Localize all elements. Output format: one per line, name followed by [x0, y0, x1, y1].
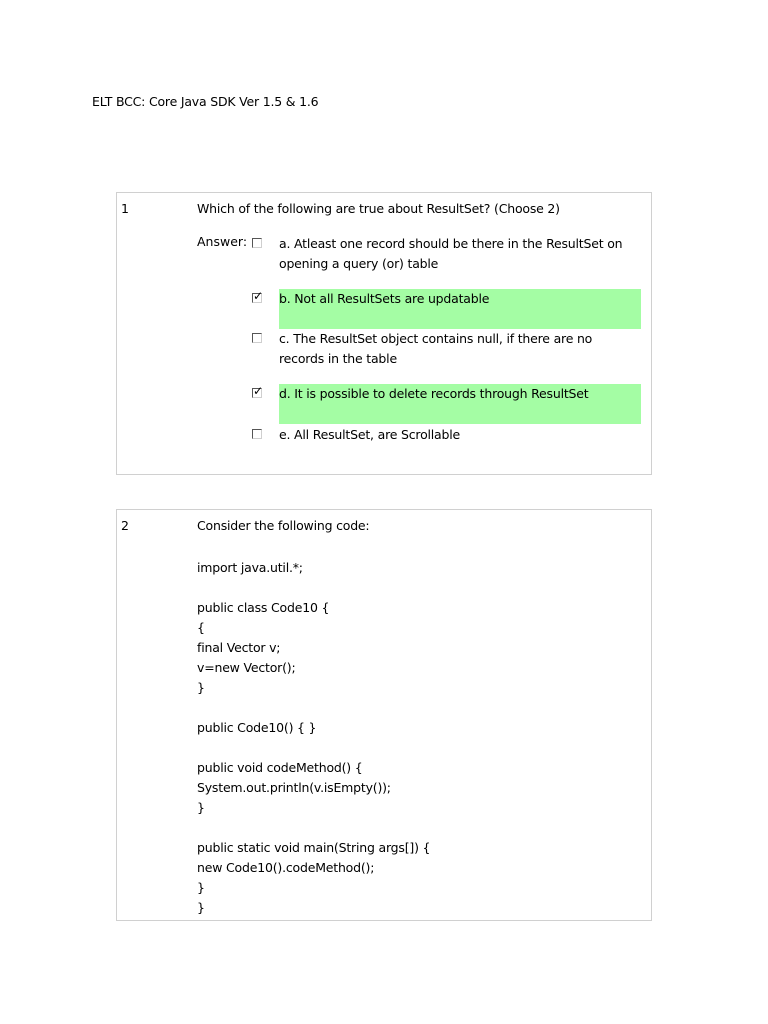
- code-line: v=new Vector();: [197, 660, 296, 675]
- code-line: System.out.println(v.isEmpty());: [197, 780, 391, 795]
- option-b-checkbox[interactable]: [252, 289, 264, 303]
- option-a-text: a. Atleast one record should be there in the ResultSet on opening a query (or) table: [279, 236, 623, 271]
- code-line: [197, 578, 430, 598]
- question-2-box: [116, 509, 652, 921]
- question-1-box: [116, 192, 652, 475]
- code-line: }: [197, 900, 205, 915]
- question-text: Consider the following code:: [197, 518, 370, 533]
- checkmark-icon: ✓: [253, 384, 264, 398]
- answer-label: Answer:: [197, 234, 248, 249]
- code-line: import java.util.*;: [197, 560, 303, 575]
- code-block: [197, 558, 430, 918]
- option-b-text: b. Not all ResultSets are updatable: [279, 291, 490, 306]
- option-d-checkbox[interactable]: [252, 384, 264, 398]
- code-line: final Vector v;: [197, 640, 281, 655]
- question-number: 2: [121, 518, 129, 533]
- option-d-text: d. It is possible to delete records through ResultSet: [279, 386, 589, 401]
- code-line: [197, 738, 430, 758]
- code-line: [197, 698, 430, 718]
- question-text: Which of the following are true about ResultSet? (Choose 2): [197, 201, 560, 216]
- checkmark-icon: ✓: [253, 289, 264, 303]
- option-c-checkbox[interactable]: [252, 333, 262, 343]
- code-line: public class Code10 {: [197, 600, 330, 615]
- option-c-text: c. The ResultSet object contains null, if there are no records in the table: [279, 331, 593, 366]
- option-e-text: e. All ResultSet, are Scrollable: [279, 427, 461, 442]
- code-line: new Code10().codeMethod();: [197, 860, 375, 875]
- code-line: public static void main(String args[]) {: [197, 840, 431, 855]
- question-number: 1: [121, 201, 129, 216]
- code-line: [197, 818, 430, 838]
- code-line: }: [197, 800, 205, 815]
- code-line: {: [197, 620, 205, 635]
- option-e-checkbox[interactable]: [252, 429, 262, 439]
- code-line: }: [197, 680, 205, 695]
- document-header: ELT BCC: Core Java SDK Ver 1.5 & 1.6: [92, 94, 319, 109]
- code-line: public Code10() { }: [197, 720, 317, 735]
- code-line: }: [197, 880, 205, 895]
- option-a-checkbox[interactable]: [252, 238, 262, 248]
- code-line: public void codeMethod() {: [197, 760, 363, 775]
